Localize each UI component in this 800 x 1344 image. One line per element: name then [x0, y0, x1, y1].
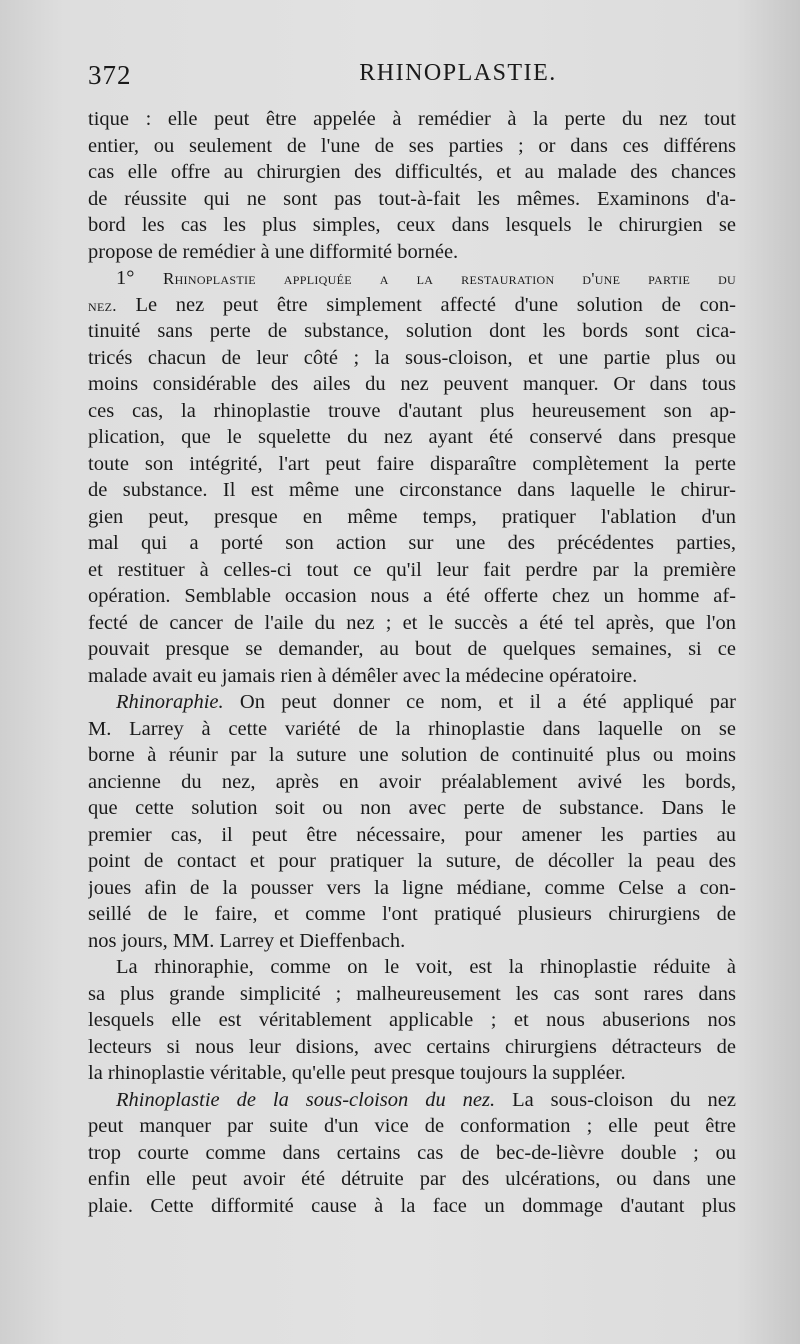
text-line: [88, 398, 736, 425]
text-line: [88, 822, 736, 849]
text-line: [88, 345, 736, 372]
text-line: [88, 477, 736, 504]
line-text: cas elle offre au chirurgien des difficultés, et au malade des chances: [88, 161, 736, 183]
text-line: [88, 557, 736, 584]
line-text: gien peut, presque en même temps, pratiquer l'ablation d'un: [88, 505, 736, 528]
text-line: [88, 212, 736, 239]
text-line: [88, 610, 736, 637]
line-text: On peut donner ce nom, et il a été appliqué par: [223, 691, 736, 713]
text-line: [88, 106, 736, 133]
text-line: [88, 1060, 736, 1087]
text-line: [88, 716, 736, 743]
subsection-heading: Rhinoraphie.: [116, 691, 224, 713]
line-text: pouvait presque se demander, au bout de quelques semaines, si ce: [88, 638, 736, 660]
text-line: [88, 689, 736, 716]
text-line: [88, 159, 736, 186]
line-text: propose de remédier à une difformité bornée.: [88, 240, 459, 263]
line-text: M. Larrey à cette variété de la rhinoplastie dans laquelle on se: [88, 717, 736, 740]
section-number: 1°: [116, 267, 163, 289]
line-text: lecteurs si nous leur disions, avec certains chirurgiens détracteurs de: [88, 1035, 736, 1058]
text-line: [88, 981, 736, 1008]
text-line: [88, 530, 736, 557]
text-line: [88, 1193, 736, 1220]
text-line: [88, 1113, 736, 1140]
line-text: lesquels elle est véritablement applicable ; et nous abuserions nos: [88, 1009, 736, 1031]
text-line: [88, 795, 736, 822]
line-text: que cette solution soit ou non avec perte de substance. Dans le: [88, 797, 736, 819]
text-line: [88, 742, 736, 769]
text-line: [88, 318, 736, 345]
running-title: RHINOPLASTIE.: [359, 60, 557, 86]
body-text: [88, 106, 736, 1219]
line-text: malade avait eu jamais rien à démêler avec la médecine opératoire.: [88, 664, 638, 687]
line-text: mal qui a porté son action sur une des précédentes parties,: [88, 532, 736, 554]
line-text: fecté de cancer de l'aile du nez ; et le succès a été tel après, que l'on: [88, 611, 736, 634]
line-text: plication, que le squelette du nez ayant été conservé dans presque: [88, 426, 736, 448]
line-text: joues afin de la pousser vers la ligne médiane, comme Celse a con-: [88, 876, 736, 899]
text-line: [88, 663, 736, 690]
line-text: enfin elle peut avoir été détruite par des ulcérations, ou dans une: [88, 1168, 736, 1190]
line-text: nos jours, MM. Larrey et Dieffenbach.: [88, 929, 406, 952]
running-head: [88, 60, 736, 94]
text-line: [88, 265, 736, 292]
text-line: [88, 504, 736, 531]
text-line: [88, 133, 736, 160]
line-text: toute son intégrité, l'art peut faire disparaître complètement la perte: [88, 452, 736, 475]
line-text: ces cas, la rhinoplastie trouve d'autant plus heureusement son ap-: [88, 399, 736, 422]
line-text: La sous-cloison du nez: [495, 1088, 736, 1111]
line-text: opération. Semblable occasion nous a été offerte chez un homme af-: [88, 585, 736, 607]
text-line: [88, 239, 736, 266]
text-line: [88, 424, 736, 451]
text-line: [88, 451, 736, 478]
text-line: [88, 583, 736, 610]
line-text: La rhinoraphie, comme on le voit, est la rhinoplastie réduite à: [116, 956, 736, 978]
line-text: premier cas, il peut être nécessaire, pour amener les parties au: [88, 823, 736, 846]
text-line: [88, 848, 736, 875]
line-text: bord les cas les plus simples, ceux dans lesquels le chirurgien se: [88, 214, 736, 236]
text-line: [88, 928, 736, 955]
text-line: [88, 1140, 736, 1167]
line-text: Le nez peut être simplement affecté d'une solution de con-: [116, 293, 736, 316]
text-line: [88, 186, 736, 213]
line-text: point de contact et pour pratiquer la suture, de décoller la peau des: [88, 850, 736, 872]
text-line: [88, 769, 736, 796]
line-text: seillé de le faire, et comme l'ont pratiqué plusieurs chirurgiens de: [88, 903, 736, 925]
line-text: entier, ou seulement de l'une de ses parties ; or dans ces différens: [88, 134, 736, 157]
line-text: la rhinoplastie véritable, qu'elle peut presque toujours la suppléer.: [88, 1062, 626, 1084]
text-line: [88, 1087, 736, 1114]
line-text: borne à réunir par la suture une solution de continuité plus ou moins: [88, 744, 736, 766]
line-text: de substance. Il est même une circonstance dans laquelle le chirur-: [88, 479, 736, 501]
line-text: tricés chacun de leur côté ; la sous-cloison, et une partie plus ou: [88, 346, 736, 369]
section-heading: Rhinoplastie appliquée a la restauration d'une partie du: [162, 269, 736, 288]
line-text: tique : elle peut être appelée à remédier à la perte du nez tout: [88, 108, 736, 130]
line-text: de réussite qui ne sont pas tout-à-fait les mêmes. Examinons d'a-: [88, 187, 736, 210]
line-text: trop courte comme dans certains cas de bec-de-lièvre double ; ou: [88, 1141, 736, 1164]
text-line: [88, 875, 736, 902]
section-heading: nez.: [88, 295, 117, 315]
text-line: [88, 901, 736, 928]
text-line: [88, 1034, 736, 1061]
text-line: [88, 1166, 736, 1193]
page-number: 372: [88, 60, 132, 90]
text-line: [88, 292, 736, 319]
line-text: peut manquer par suite d'un vice de conformation ; elle peut être: [88, 1115, 736, 1137]
line-text: moins considérable des ailes du nez peuvent manquer. Or dans tous: [88, 373, 736, 395]
subsection-heading: Rhinoplastie de la sous-cloison du nez.: [116, 1088, 496, 1111]
text-line: [88, 1007, 736, 1034]
text-line: [88, 636, 736, 663]
text-line: [88, 954, 736, 981]
line-text: et restituer à celles-ci tout ce qu'il leur fait perdre par la première: [88, 558, 736, 581]
line-text: plaie. Cette difformité cause à la face un dommage d'autant plus: [88, 1194, 736, 1217]
line-text: tinuité sans perte de substance, solution dont les bords sont cica-: [88, 320, 736, 342]
line-text: sa plus grande simplicité ; malheureusement les cas sont rares dans: [88, 982, 736, 1005]
line-text: ancienne du nez, après en avoir préalablement avivé les bords,: [88, 770, 736, 793]
text-line: [88, 371, 736, 398]
